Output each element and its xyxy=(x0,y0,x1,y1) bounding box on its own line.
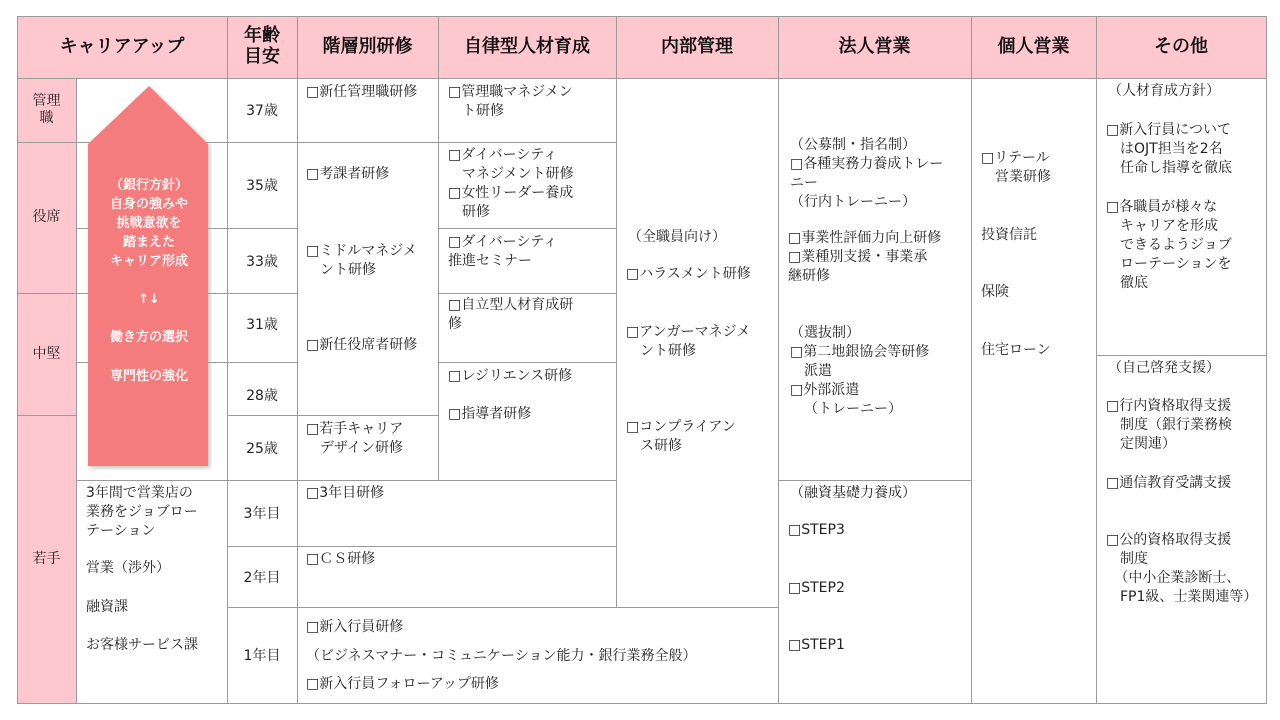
ojt-line1: □新入行員について xyxy=(1106,122,1231,138)
arrow-career: キャリア形成 xyxy=(109,254,188,269)
harassment-training: □ハラスメント研修 xyxy=(626,266,751,282)
follow-up-training: □新入行員フォローアップ研修 xyxy=(306,676,499,692)
trainee-line3: （行内トレーニー） xyxy=(790,194,916,210)
grid-line xyxy=(17,293,76,294)
middle-management-line1: □ミドルマネジメ xyxy=(306,243,417,259)
arrow-based: 踏まえた xyxy=(122,235,175,250)
grid-line xyxy=(297,16,298,704)
external-line1: □外部派遣 xyxy=(790,382,860,398)
header-other: その他 xyxy=(1096,16,1266,78)
age-2nd-year: 2年目 xyxy=(243,569,281,586)
rotation-line1: □各職員が様々な xyxy=(1106,199,1218,215)
step1: □STEP1 xyxy=(788,637,845,653)
age-33: 33歳 xyxy=(246,253,278,270)
anger-line1: □アンガーマネジメ xyxy=(626,324,751,340)
compliance-training xyxy=(626,418,736,456)
age-25: 25歳 xyxy=(246,440,278,457)
hr-policy-label: （人材育成方針） xyxy=(1108,83,1220,99)
diversity-line2: マネジメント研修 xyxy=(462,166,574,182)
grid-line xyxy=(17,16,18,704)
arrow-policy: （銀行方針） xyxy=(109,178,188,193)
young-loan: 融資課 xyxy=(86,599,128,615)
internal-qualification-support xyxy=(1106,397,1232,454)
retail-line2: 営業研修 xyxy=(995,169,1051,185)
grid-line xyxy=(778,16,779,704)
evaluator-training: □考課者研修 xyxy=(306,166,390,182)
corporate-programs xyxy=(790,136,943,212)
diversity-line1: □ダイバーシティ xyxy=(448,147,558,163)
industry-support-line1: □業種別支援・事業承 xyxy=(788,249,928,265)
public-qual-line4: FP1級、士業関連等） xyxy=(1120,589,1258,605)
mortgage: 住宅ローン xyxy=(981,342,1051,358)
self-reliant-line1: □自立型人材育成研 xyxy=(448,297,574,313)
career-arrow xyxy=(86,84,212,470)
evaluation-training: □事業性評価力向上研修 xyxy=(788,230,942,246)
stage-young: 若手 xyxy=(17,415,76,704)
grid-line xyxy=(297,480,616,481)
grid-line xyxy=(1096,16,1097,704)
job-rotation-policy xyxy=(1106,198,1232,293)
cs-training: □ＣＳ研修 xyxy=(306,551,376,567)
ojt-line3: 任命し指導を徹底 xyxy=(1120,160,1232,176)
retail-sales-training xyxy=(981,149,1051,187)
anger-line2: ント研修 xyxy=(640,343,696,359)
diversity-seminar-line1: □ダイバーシティ xyxy=(448,234,558,250)
public-qual-line1: □公的資格取得支援 xyxy=(1106,532,1232,548)
self-development-label: （自己啓発支援） xyxy=(1108,360,1220,376)
grid-line xyxy=(17,142,76,143)
age-31: 31歳 xyxy=(246,317,278,333)
header-retail: 個人営業 xyxy=(971,16,1096,78)
header-age-line2: 目安 xyxy=(244,46,280,67)
industry-support-line2: 継研修 xyxy=(788,268,830,284)
arrow-specialty: 専門性の強化 xyxy=(109,369,188,384)
grid-line xyxy=(297,607,778,608)
header-career-up: キャリアアップ xyxy=(17,16,227,78)
ojt-policy xyxy=(1106,121,1232,178)
stage-mid: 中堅 xyxy=(17,293,76,415)
grid-line xyxy=(17,78,1266,79)
business-basics-note: （ビジネスマナー・コミュニケーション能力・銀行業務全般） xyxy=(306,648,697,664)
stage-manager-line1: 管理 xyxy=(32,93,61,110)
mgmt-training xyxy=(448,83,573,121)
grid-line xyxy=(297,142,438,143)
female-leader-line1: □女性リーダー養成 xyxy=(448,185,574,201)
new-officer-training: □新任役席者研修 xyxy=(306,337,418,353)
age-28: 28歳 xyxy=(246,388,278,404)
all-staff-label: （全職員向け） xyxy=(628,229,726,245)
young-sales: 営業（渉外） xyxy=(86,560,170,576)
corporate-selection xyxy=(790,324,929,419)
stage-manager-line2: 職 xyxy=(39,110,54,126)
grid-line xyxy=(438,16,439,480)
middle-management-line2: ント研修 xyxy=(320,262,376,278)
step3: □STEP3 xyxy=(788,522,845,538)
stage-officer: 役席 xyxy=(17,142,76,293)
new-manager-training: □新任管理職研修 xyxy=(306,84,418,100)
anger-management-training xyxy=(626,323,750,361)
age-3rd-year: 3年目 xyxy=(243,506,281,522)
mgmt-training-line1: □管理職マネジメン xyxy=(448,84,573,100)
rotation-line2: キャリアを形成 xyxy=(1120,218,1218,234)
public-qual-line2: 制度 xyxy=(1120,551,1148,567)
young-rotation-line3: テーション xyxy=(86,523,156,539)
dispatch-line1: □第二地銀協会等研修 xyxy=(790,344,930,360)
step2: □STEP2 xyxy=(788,580,845,596)
arrow-strengths: 自身の強みや xyxy=(109,197,188,212)
young-career-line2: デザイン研修 xyxy=(320,440,404,456)
self-reliant-training xyxy=(448,296,573,334)
insurance: 保険 xyxy=(981,284,1009,300)
selection-label: （選抜制） xyxy=(790,325,860,341)
grid-line xyxy=(297,415,438,416)
correspondence-support: □通信教育受講支援 xyxy=(1106,475,1232,491)
diversity-training xyxy=(448,146,574,222)
age-35: 35歳 xyxy=(246,178,278,194)
ojt-line2: はOJT担当を2名 xyxy=(1120,141,1223,157)
young-career-design-training xyxy=(306,420,403,458)
loan-basic-label: （融資基礎力養成） xyxy=(790,485,916,501)
grid-line xyxy=(1096,355,1266,356)
grid-line xyxy=(438,228,616,229)
stage-manager xyxy=(17,78,76,142)
grid-line xyxy=(76,78,77,704)
grid-line xyxy=(616,16,617,607)
rotation-line3: できるようジョブ xyxy=(1120,237,1232,253)
young-service: お客様サービス課 xyxy=(86,637,198,653)
corporate-evaluation xyxy=(788,229,941,286)
compliance-line2: ス研修 xyxy=(640,438,682,454)
mgmt-training-line2: ト研修 xyxy=(462,103,504,119)
age-1st-year: 1年目 xyxy=(243,648,281,664)
grid-line xyxy=(17,16,1266,17)
young-rotation-line2: 業務をジョブロー xyxy=(86,504,198,520)
external-line2: （トレーニー） xyxy=(804,401,902,417)
public-nomination-label: （公募制・指名制） xyxy=(790,137,916,153)
grid-line xyxy=(17,703,1266,704)
female-leader-line2: 研修 xyxy=(462,204,490,220)
new-employee-training: □新入行員研修 xyxy=(306,619,404,635)
diversity-seminar xyxy=(448,233,557,271)
self-reliant-line2: 修 xyxy=(448,316,462,332)
header-age-line1: 年齢 xyxy=(244,25,280,47)
age-37: 37歳 xyxy=(246,103,278,119)
grid-line xyxy=(438,142,616,143)
diversity-seminar-line2: 推進セミナー xyxy=(448,253,532,269)
young-career-line1: □若手キャリア xyxy=(306,421,404,437)
trainee-line2: ニー xyxy=(790,175,818,191)
third-year-training: □3年目研修 xyxy=(306,485,385,501)
compliance-line1: □コンプライアン xyxy=(626,419,736,435)
retail-line1: □リテール xyxy=(981,150,1050,166)
header-corporate: 法人営業 xyxy=(778,16,971,78)
instructor-training: □指導者研修 xyxy=(448,406,532,422)
qualification-line3: 定関連） xyxy=(1120,436,1176,452)
grid-line xyxy=(778,480,971,481)
rotation-line4: ローテーションを xyxy=(1120,256,1232,272)
header-age xyxy=(227,16,297,78)
arrow-workstyle: 働き方の選択 xyxy=(109,330,188,345)
resilience-training: □レジリエンス研修 xyxy=(448,368,573,384)
dispatch-line2: 派遣 xyxy=(804,363,832,379)
public-qual-line3: （中小企業診断士、 xyxy=(1114,570,1241,586)
arrow-challenge: 挑戦意欲を xyxy=(116,216,182,231)
arrow-updown-symbol: ↑↓ xyxy=(138,292,160,307)
grid-line xyxy=(1266,16,1267,704)
rotation-line5: 徹底 xyxy=(1120,275,1148,291)
young-rotation xyxy=(86,484,198,541)
qualification-line1: □行内資格取得支援 xyxy=(1106,398,1232,414)
header-autonomous: 自律型人材育成 xyxy=(438,16,616,78)
trainee-line1: □各種実務力養成トレー xyxy=(790,156,944,172)
career-arrow-shape xyxy=(86,84,212,470)
grid-line xyxy=(438,293,616,294)
grid-line xyxy=(297,546,616,547)
header-internal: 内部管理 xyxy=(616,16,778,78)
public-qualification-support xyxy=(1106,531,1257,607)
grid-line xyxy=(17,415,76,416)
grid-line xyxy=(971,16,972,704)
investment-trust: 投資信託 xyxy=(981,227,1037,243)
middle-management-training xyxy=(306,242,417,280)
young-rotation-line1: 3年間で営業店の xyxy=(86,485,193,501)
qualification-line2: 制度（銀行業務検 xyxy=(1120,417,1232,433)
header-stratified: 階層別研修 xyxy=(297,16,438,78)
grid-line xyxy=(438,362,616,363)
